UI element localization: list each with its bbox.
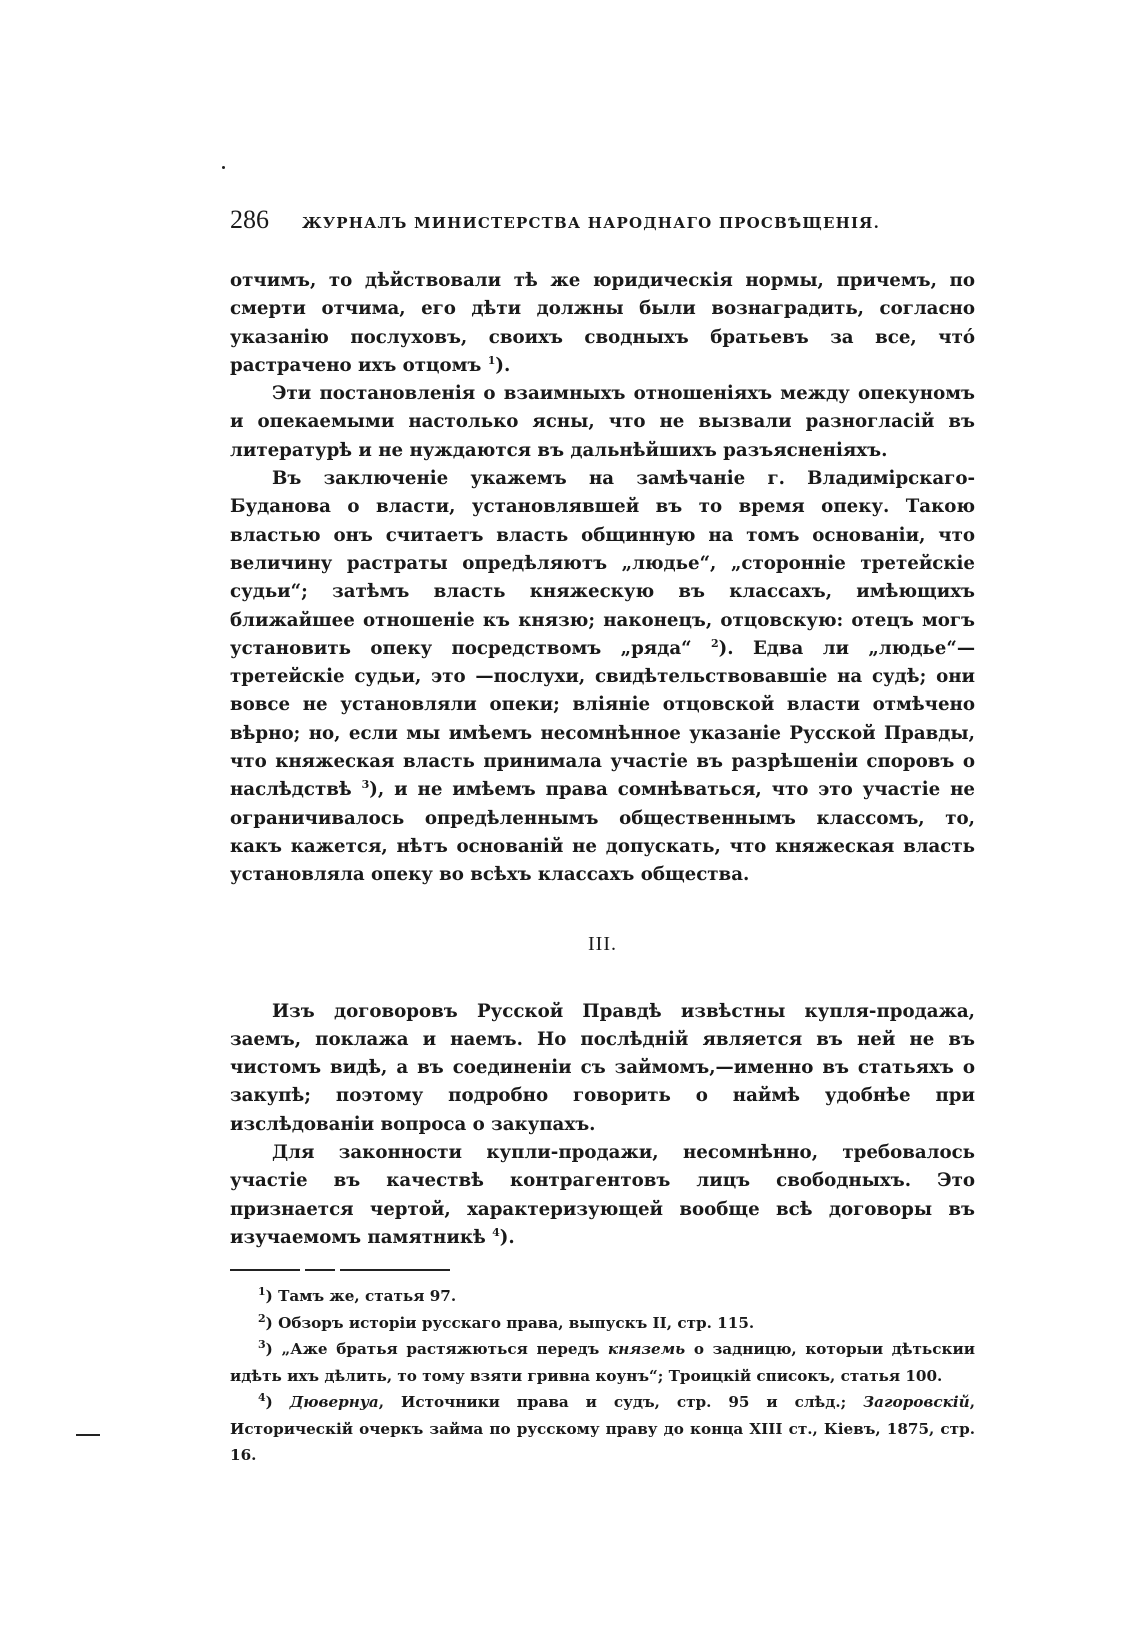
- paragraph-1: [230, 267, 975, 380]
- paragraph-4: Изъ договоровъ Русской Правдѣ извѣстны купля-продажа, заемъ, поклажа и наемъ. Но послѣдній является въ ней не въ чистомъ видѣ, а въ соединеніи съ займомъ,—именно въ статьяхъ о закупѣ; поэтому подробно говорить о наймѣ удобнѣе при изслѣдованіи вопроса о закупахъ.: [230, 1000, 975, 1135]
- section-heading: III.: [588, 932, 617, 955]
- footnote-4-number: 4: [258, 1391, 266, 1405]
- footnote-4-text-b: , Историческій очеркъ займа по русскому праву до конца XIII ст., Кіевъ, 1875, стр. 16.: [230, 1393, 975, 1465]
- paragraph-3-part-c: ), и не имѣемъ права сомнѣваться, что это участіе не ограничивалось опредѣленнымъ общественнымъ классомъ, то, какъ кажется, нѣтъ основаній не допускать, что княжеская власть установляла опеку во всѣхъ классахъ общества.: [230, 779, 976, 886]
- paragraph-3-part-a: Въ заключеніе укажемъ на замѣчаніе г. Владимірскаго-Буданова о власти, установлявшей въ то время опеку. Такою властью онъ считаетъ власть общинную на томъ основаніи, что величину растраты опредѣляютъ „людье“, „сторонніе третейскіе судьи“; затѣмъ власть княжескую въ классахъ, имѣющихъ ближайшее отношеніе къ князю; наконецъ, отцовскую: отецъ могъ установить опеку посредствомъ „ряда“: [230, 468, 975, 659]
- footnote-ref-3: 3: [361, 778, 370, 792]
- paragraph-3: [230, 465, 975, 889]
- footnote-2-text: ) Обзоръ исторіи русскаго права, выпускъ II, стр. 115.: [265, 1313, 755, 1332]
- footnote-1-number: 1: [258, 1285, 266, 1299]
- paragraph-2: Эти постановленія о взаимныхъ отношеніяхъ между опекуномъ и опекаемыми настолько ясны, что не вызвали разногласій въ литературѣ и не нуждаются въ дальнѣйшихъ разъясненіяхъ.: [230, 383, 975, 461]
- footnote-3-italic: княземь: [607, 1340, 686, 1359]
- footnote-3-text-a: ) „Аже братья растяжються передъ: [265, 1340, 608, 1359]
- footnote-3-number: 3: [258, 1338, 266, 1352]
- footnote-separator: [230, 1269, 455, 1271]
- footnote-4-paren: ): [265, 1393, 290, 1412]
- paragraph-3-part-b: ). Едва ли „людье“—третейскіе судьи, это —послухи, свидѣтельствовавшіе на судѣ; они вовсе не установляли опеки; вліяніе отцовской власти отмѣчено вѣрно; но, если мы имѣемъ несомнѣнное указаніе Русской Правды, что княжеская власть принимала участіе въ разрѣшеніи споровъ о наслѣдствѣ: [230, 637, 976, 801]
- footnote-4-text-a: , Источники права и судъ, стр. 95 и слѣд.;: [378, 1393, 864, 1412]
- footnote-3: [230, 1336, 975, 1389]
- footnotes: [230, 1283, 975, 1469]
- paragraph-1-end: ).: [495, 354, 511, 376]
- footnote-1: [230, 1283, 975, 1310]
- page: [230, 205, 975, 1469]
- footnote-4-author-2: Загоровскій: [863, 1393, 970, 1412]
- footnote-ref-2: 2: [710, 636, 719, 650]
- scan-dot: [222, 166, 225, 169]
- footnote-2: [230, 1310, 975, 1337]
- footnote-3-text-b: о задницю, которыи дѣтьскии идѣть ихъ дѣлить, то тому взяти гривна коунъ“; Троицкій списокъ, статья 100.: [230, 1340, 975, 1385]
- paragraph-1-text: отчимъ, то дѣйствовали тѣ же юридическія нормы, причемъ, по смерти отчима, его дѣти должны были вознаградить, согласно указанію послуховъ, своихъ сводныхъ братьевъ за все, чтó растрачено ихъ отцомъ: [230, 270, 975, 376]
- scan-dash: [76, 1434, 100, 1436]
- footnote-1-text: ) Тамъ же, статья 97.: [265, 1287, 457, 1306]
- journal-title: ЖУРНАЛЪ МИНИСТЕРСТВА НАРОДНАГО ПРОСВѢЩЕНІЯ.: [302, 214, 881, 232]
- page-number: 286: [230, 205, 269, 234]
- footnote-ref-1: 1: [487, 353, 496, 367]
- paragraph-5-text: Для законности купли-продажи, несомнѣнно, требовалось участіе въ качествѣ контрагентовъ лицъ свободныхъ. Это признается чертой, характеризующей вообще всѣ договоры въ изучаемомъ памятникѣ: [230, 1142, 975, 1248]
- footnote-4-author-1: Дювернуа: [289, 1393, 379, 1412]
- footnote-ref-4: 4: [492, 1225, 500, 1239]
- running-head: [230, 205, 975, 255]
- footnote-4: [230, 1389, 975, 1469]
- footnote-2-number: 2: [258, 1311, 266, 1325]
- paragraph-5: [230, 1139, 975, 1252]
- paragraph-5-end: ).: [499, 1226, 515, 1248]
